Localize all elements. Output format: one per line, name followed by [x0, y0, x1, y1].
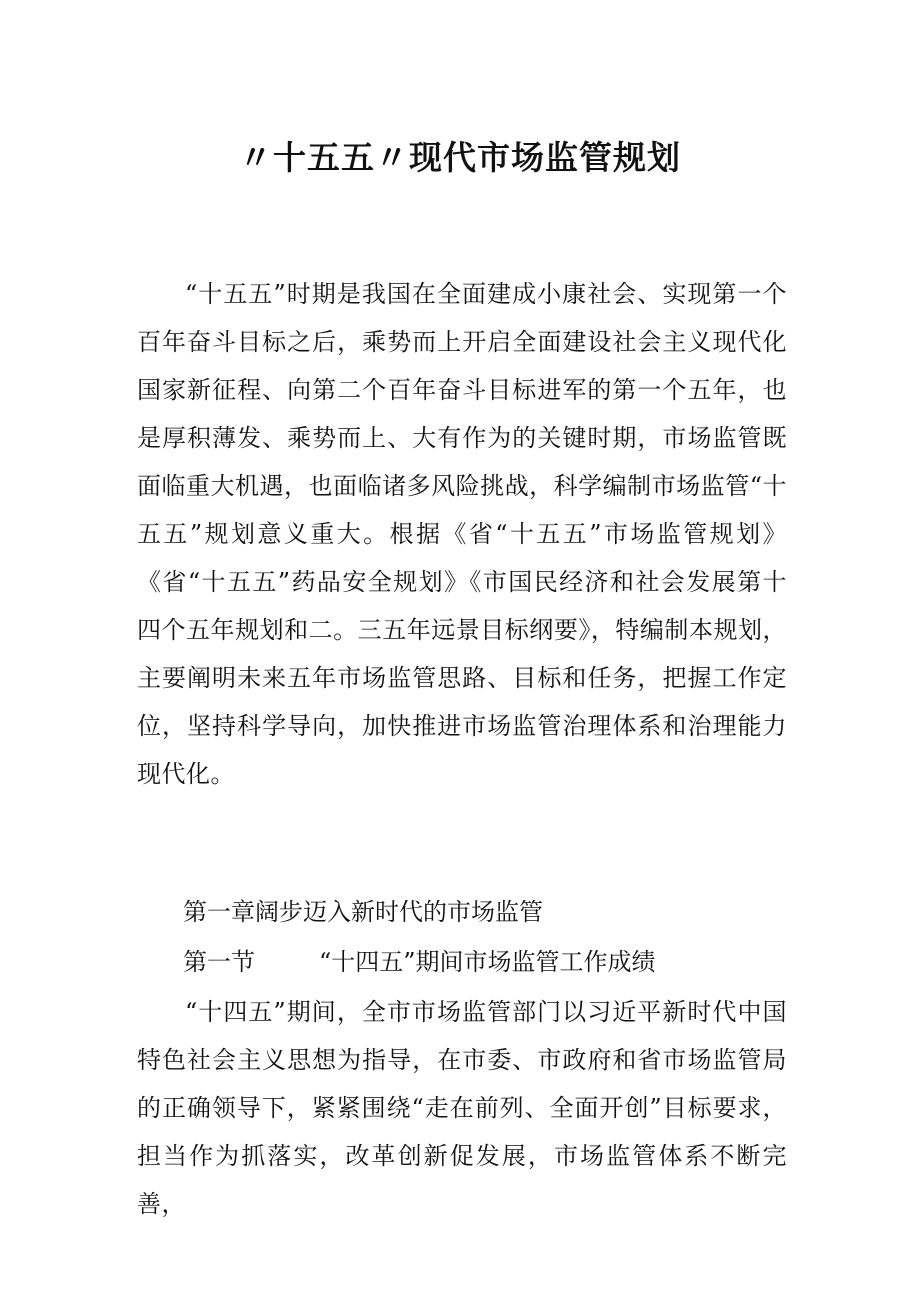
section-paragraph: “十四五”期间，全市市场监管部门以习近平新时代中国特色社会主义思想为指导，在市委、市政府和省市场监管局的正确领导下，紧紧围绕“走在前列、全面开创”目标要求，担当作为抓落实，改革创新促发展，市场监管体系不断完善，: [137, 998, 787, 1218]
section-title: “十四五”期间市场监管工作成绩: [319, 948, 656, 976]
intro-paragraph: “十五五”时期是我国在全面建成小康社会、实现第一个百年奋斗目标之后，乘势而上开启全面建设社会主义现代化国家新征程、向第二个百年奋斗目标进军的第一个五年，也是厚积薄发、乘势而上、大有作为的关键时期，市场监管既面临重大机遇，也面临诸多风险挑战，科学编制市场监管“十五五”规划意义重大。根据《省“十五五”市场监管规划》《省“十五五”药品安全规划》《市国民经济和社会发展第十四个五年规划和二。三五年远景目标纲要》，特编制本规划，主要阐明未来五年市场监管思路、目标和任务，把握工作定位，坚持科学导向，加快推进市场监管治理体系和治理能力现代化。: [137, 280, 787, 788]
chapter-heading: 第一章阔步迈入新时代的市场监管: [183, 898, 543, 926]
section-heading: [183, 938, 656, 986]
document-title: 〃十五五〃现代市场监管规划: [239, 138, 681, 177]
section-label: 第一节: [183, 948, 255, 976]
